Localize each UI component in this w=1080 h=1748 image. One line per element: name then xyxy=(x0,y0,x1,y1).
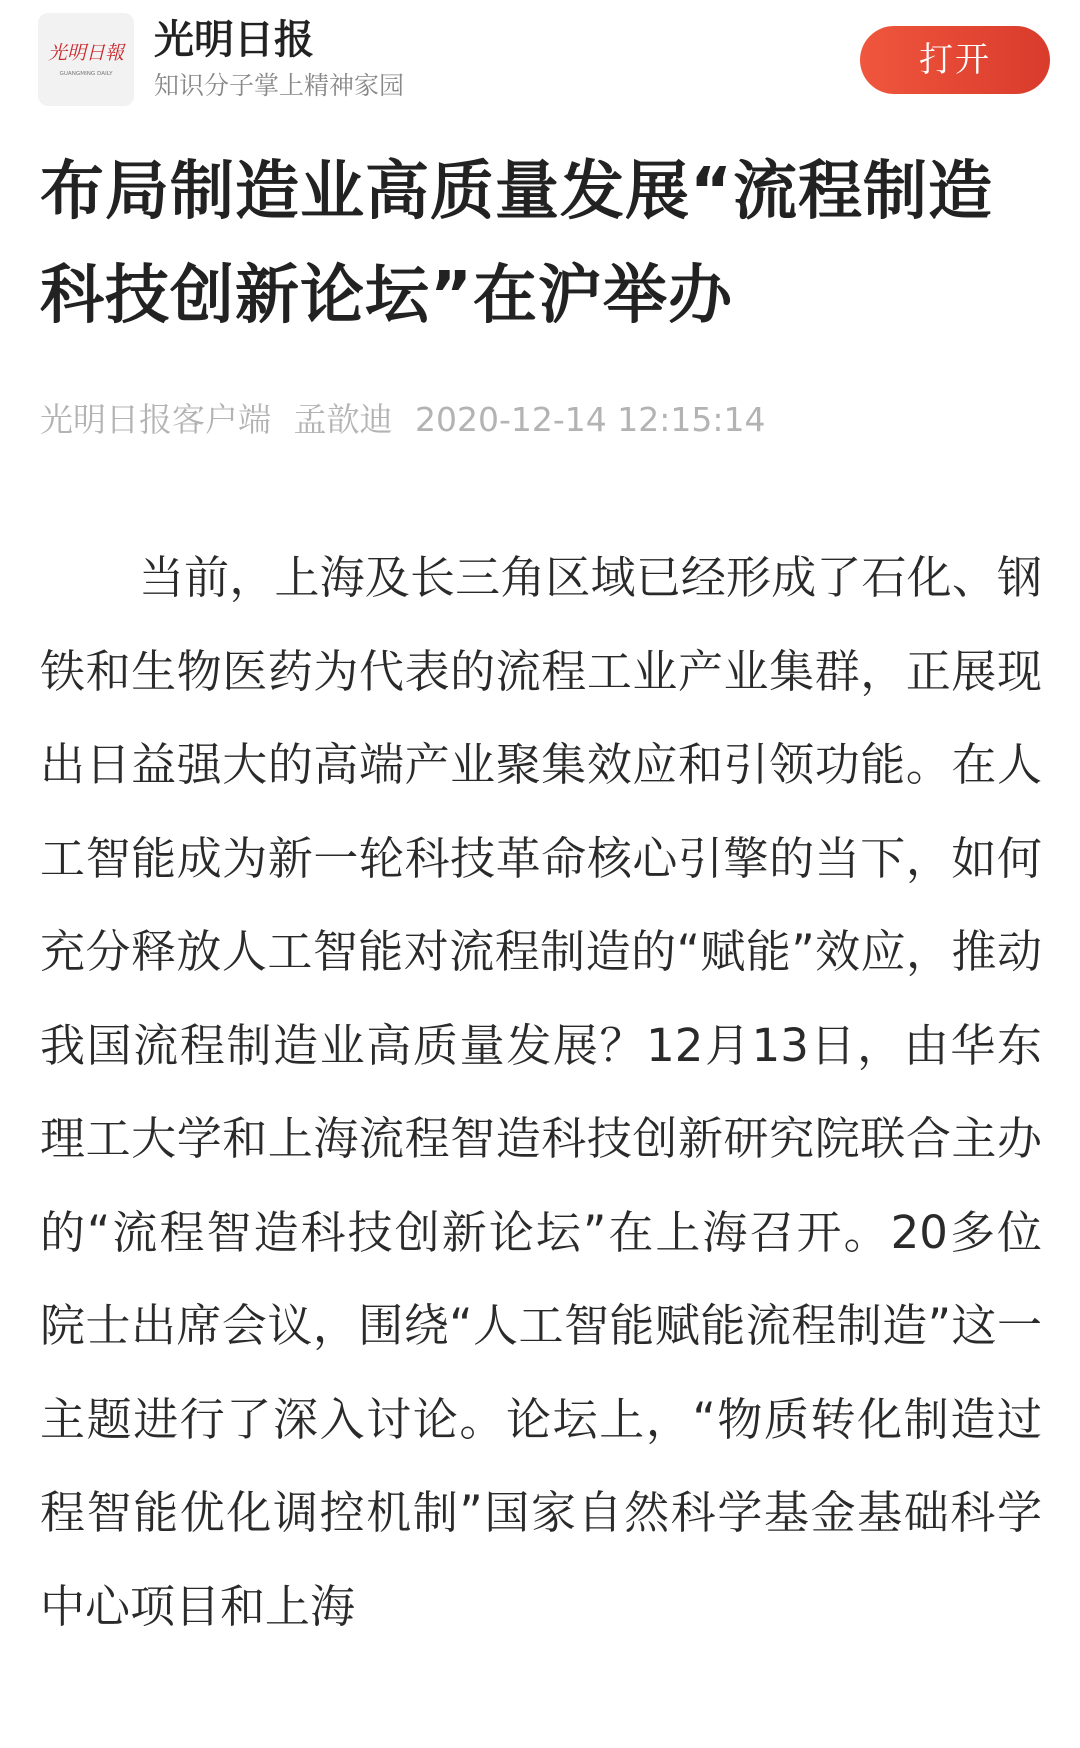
open-app-button[interactable]: 打开 xyxy=(860,26,1050,94)
article-meta xyxy=(40,398,765,442)
article-datetime: 2020-12-14 12:15:14 xyxy=(415,400,766,439)
article-title: 布局制造业高质量发展“流程制造科技创新论坛”在沪举办 xyxy=(40,155,994,333)
brand-name: 光明日报 xyxy=(154,16,314,63)
logo-latin-text: GUANGMING DAILY xyxy=(59,71,113,77)
brand-slogan: 知识分子掌上精神家园 xyxy=(154,71,405,100)
logo-script-text: 光明日報 xyxy=(47,42,125,64)
article-source: 光明日报客户端 xyxy=(40,400,271,439)
app-banner xyxy=(0,0,1080,112)
article-author: 孟歆迪 xyxy=(293,400,393,439)
guangming-daily-logo-icon[interactable] xyxy=(38,13,134,106)
logo-graphic xyxy=(38,13,134,106)
article-body-paragraph: 当前，上海及长三角区域已经形成了石化、钢铁和生物医药为代表的流程工业产业集群，正展现出日益强大的高端产业聚集效应和引领功能。在人工智能成为新一轮科技革命核心引擎的当下，如何充分释放人工智能对流程制造的“赋能”效应，推动我国流程制造业高质量发展？12月13日，由华东理工大学和上海流程智造科技创新研究院联合主办的“流程智造科技创新论坛”在上海召开。20多位院士出席会议，围绕“人工智能赋能流程制造”这一主题进行了深入讨论。论坛上，“物质转化制造过程智能优化调控机制”国家自然科学基金基础科学中心项目和上海 xyxy=(40,551,1042,1633)
